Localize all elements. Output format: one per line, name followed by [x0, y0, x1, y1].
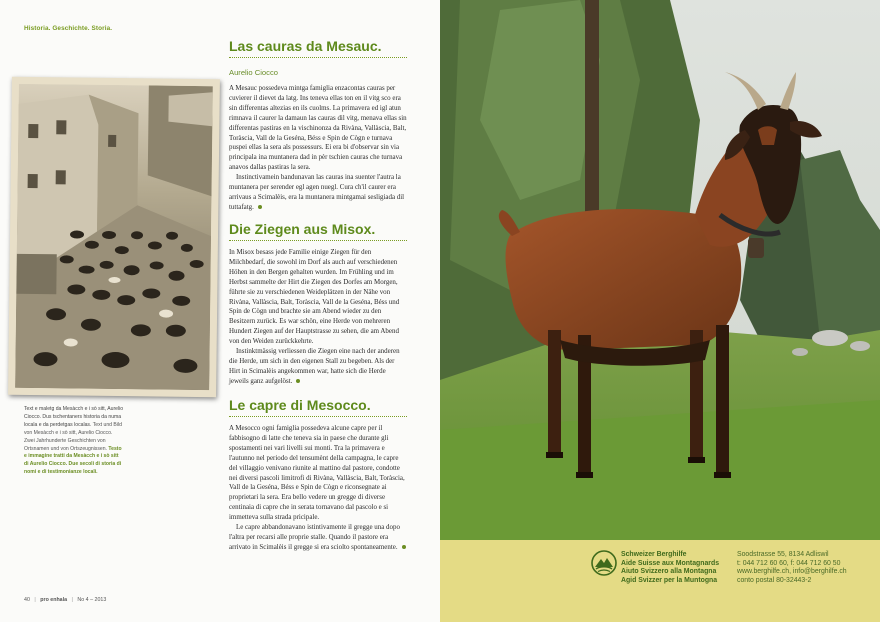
footer-separator: |: [71, 597, 73, 603]
goat-on-meadow-image: [440, 0, 880, 540]
end-mark-icon: [296, 379, 300, 383]
article-german: [229, 221, 407, 387]
article-author: Aurelio Ciocco: [229, 68, 278, 77]
organization-names: [621, 551, 719, 585]
article-title-german: Die Ziegen aus Misox.: [229, 221, 376, 237]
title-divider: [229, 57, 407, 58]
article-italian: [229, 397, 407, 553]
paragraph: In Misox besass jede Familie einige Ziegen für den Milchbedarf, die sowohl im Dorf als auch auf verschiedenen Höhen in den Bergen gehalten wurden. Im Frühling und im Herbst sammelte der Hirt die Ziegen des Dorfes am Morgen, führte sie zu verschiedenen Weideplätzen in der Nähe von Rivàna, Vallàscia, Balt, Toràscia, Vall de la Geséna, Béss und Spin de Cògn und brachte sie am Abend wieder zu den Besitzern zurück. Es war schön, eine Herde von mehreren Hundert Ziegen auf der Hauptstrasse zu sehen, die am Abend von den Weiden zurückkehrte.: [229, 248, 400, 346]
end-mark-icon: [402, 545, 406, 549]
contact-postal-account: conto postal 80-32443-2: [737, 576, 812, 584]
footer-separator: |: [34, 597, 36, 603]
caption-romansh: Text e maletg da Mesàcch e i sò sitt, Aurelio Ciocco. Dus tschentaners historia da numa locala e da perdetgas localas.: [24, 406, 124, 428]
organization-band: [440, 540, 880, 622]
org-name-fr: Aide Suisse aux Montagnards: [621, 559, 720, 567]
paragraph: Le capre abbandonavano istintivamente il gregge una dopo l'altra per recarsi alle proprie stalle. Quando il pastore era arrivato in Scimalèis il gregge si era sciolto spontaneamente.: [229, 523, 407, 553]
right-page: [440, 0, 880, 622]
article-romansh: [229, 38, 407, 213]
magazine-name: pro enhala: [40, 597, 68, 603]
title-divider: [229, 416, 407, 417]
paragraph: Instinktmässig verliessen die Ziegen eine nach der anderen die Herde, um sich in den eigenen Stall zu begeben. Als der Hirt in Scimalèis angekommen war, hatte sich die Herde jeweils ganz aufgelöst.: [229, 347, 400, 385]
berghilfe-logo-icon: [591, 550, 617, 576]
contact-address: Soodstrasse 55, 8134 Adliswil: [737, 551, 829, 558]
org-name-de: Schweizer Berghilfe: [621, 551, 687, 558]
article-title-romansh: Las cauras da Mesauc.: [229, 38, 382, 54]
caption-german: Text und Bild von Mesàcch e i sò sitt, Aurelio Ciocco. Zwei Jahrhunderte Geschichten von Ortsnamen und von Ortszeugnissen.: [24, 421, 122, 452]
paragraph: A Mesocco ogni famiglia possedeva alcune capre per il fabbisogno di latte che teneva sia in paese che durante gli spostamenti nei vari livelli sui monti. Tra la primavera e l'autunno nel periodo del tensumènt della campagna, le capre del villaggio venivano riunite al mattino dal pastore, condotte nei diversi pascoli limitrofi di Rivàna, Vallàscia, Balt, Toràscia, Vall de la Geséna, Béss e Spin de Cògn e riconsegnate ai proprietari la sera. Era bello vedere un gregge di diverse centinaia di capre che in serata tornavano dal pascolo e si immetteva sulla strada pricipale.: [229, 424, 405, 522]
page-footer: [24, 597, 109, 603]
article-body-german: [229, 248, 407, 387]
historic-photo: [8, 77, 220, 398]
paragraph: A Mesauc possedeva mintga famiglia enzacontas cauras per cuvierer il dievet da latg. Ins teneva ellas ton en il vitg sco era sin differentas altezias en ils cuolms. La primavera ed igl atun rimnava il caurer la damaun las cauras dil vitg, menava ellas sin differentas pastiras en la vischinonza da Rivàna, Vallàscia, Balt, Toràscia, Vall de la Geséna, Béss e Spin de Cògn e turnava puspei ellas la sera als possessurs. Ei era bi d'observar sin via principala ina muntanera dad in pèr tschien cauras che turnava anavos dallas pastiras la sera.: [229, 84, 407, 172]
contact-phone: t: 044 712 60 60, f: 044 712 60 50: [737, 559, 841, 567]
contact-web-email[interactable]: www.berghilfe.ch, info@berghilfe.ch: [737, 568, 847, 576]
issue-number: No 4 – 2013: [77, 597, 107, 603]
article-title-italian: Le capre di Mesocco.: [229, 397, 371, 413]
village-goats-photo: [15, 84, 213, 390]
article-body-romansh: [229, 84, 407, 213]
photo-caption: [24, 406, 124, 477]
article-body-italian: [229, 424, 407, 553]
end-mark-icon: [258, 205, 262, 209]
organization-contact: [737, 551, 847, 585]
org-name-rm: Agid Svizzer per la Muntogna: [621, 576, 718, 584]
goat-photo: [440, 0, 880, 540]
caption-italian: Testo e immagine tratti da Mesàcch e i sò sitt di Aurelio Ciocco. Due secoli di storia di nomi e di testimonianze locali.: [24, 445, 122, 476]
section-label: Historia. Geschichte. Storia.: [24, 25, 113, 32]
page-number: 40: [24, 597, 30, 603]
title-divider: [229, 240, 407, 241]
paragraph: Instinctivamein bandunavan las cauras ina suenter l'autra la muntanera per serender egl agen nuegl. Cura ch'il caurer era arrivaus a Scimalèis, era la muntanera mintgamai sesligiada dil tuttafatg.: [229, 173, 405, 211]
org-name-it: Aiuto Svizzero alla Montagna: [621, 568, 717, 576]
